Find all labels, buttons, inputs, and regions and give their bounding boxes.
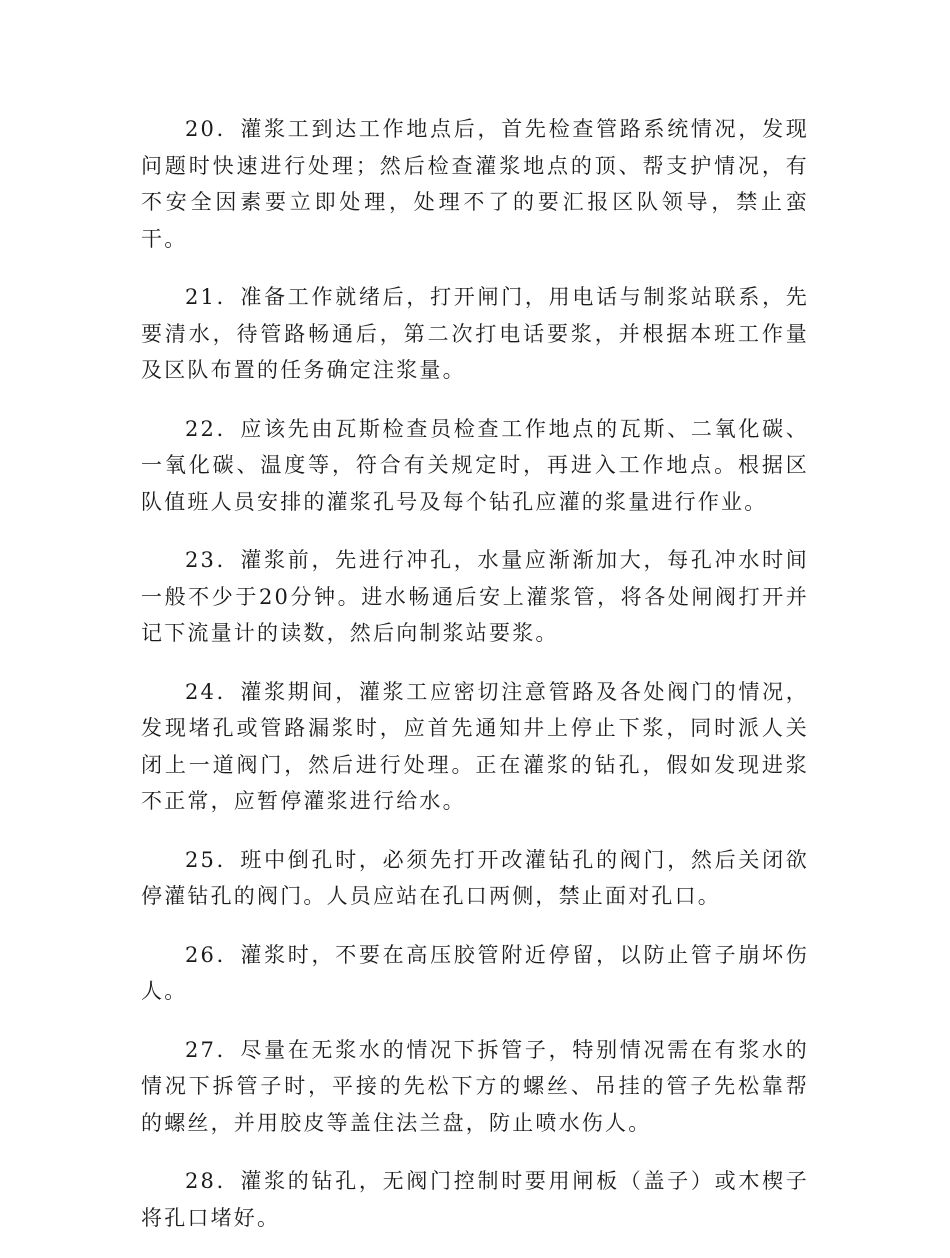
paragraph-22: 22．应该先由瓦斯检查员检查工作地点的瓦斯、二氧化碳、一氧化碳、温度等，符合有关规定时，再进入工作地点。根据区队值班人员安排的灌浆孔号及每个钻孔应灌的浆量进行作业。 [141, 416, 809, 514]
paragraph-21: 21．准备工作就绪后，打开闸门，用电话与制浆站联系，先要清水，待管路畅通后，第二次打电话要浆，并根据本班工作量及区队布置的任务确定注浆量。 [141, 285, 809, 382]
paragraph-28: 28．灌浆的钻孔，无阀门控制时要用闸板（盖子）或木楔子将孔口堵好。 [141, 1169, 809, 1230]
document-page [141, 111, 809, 1258]
paragraph-25: 25．班中倒孔时，必须先打开改灌钻孔的阀门，然后关闭欲停灌钻孔的阀门。人员应站在孔口两侧，禁止面对孔口。 [141, 847, 809, 908]
paragraph-20: 20．灌浆工到达工作地点后，首先检查管路系统情况，发现问题时快速进行处理；然后检查灌浆地点的顶、帮支护情况，有不安全因素要立即处理，处理不了的要汇报区队领导，禁止蛮干。 [141, 117, 809, 251]
paragraph-24: 24．灌浆期间，灌浆工应密切注意管路及各处阀门的情况，发现堵孔或管路漏浆时，应首先通知井上停止下浆，同时派人关闭上一道阀门，然后进行处理。正在灌浆的钻孔，假如发现进浆不正常，应暂停灌浆进行给水。 [141, 679, 809, 813]
paragraph-27: 27．尽量在无浆水的情况下拆管子，特别情况需在有浆水的情况下拆管子时，平接的先松下方的螺丝、吊挂的管子先松靠帮的螺丝，并用胶皮等盖住法兰盘，防止喷水伤人。 [141, 1037, 809, 1135]
paragraph-23: 23．灌浆前，先进行冲孔，水量应渐渐加大，每孔冲水时间一般不少于20分钟。进水畅通后安上灌浆管，将各处闸阀打开并记下流量计的读数，然后向制浆站要浆。 [141, 548, 809, 645]
paragraph-26: 26．灌浆时，不要在高压胶管附近停留，以防止管子崩坏伤人。 [141, 942, 809, 1003]
